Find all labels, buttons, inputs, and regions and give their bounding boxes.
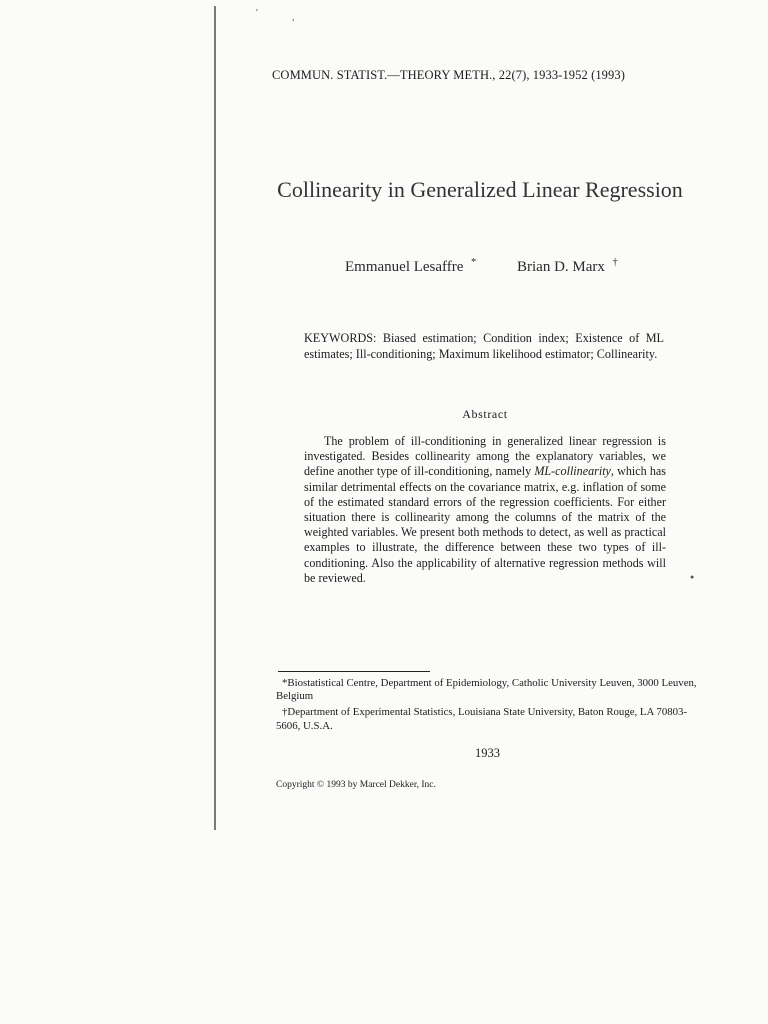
author-1 — [345, 257, 476, 276]
footnote: †Department of Experimental Statistics, Louisiana State University, Baton Rouge, LA 70803-5606, U.S.A. — [276, 706, 688, 732]
binding-edge-line — [214, 6, 216, 830]
page-number: 1933 — [475, 746, 500, 760]
footnote: *Biostatistical Centre, Department of Epidemiology, Catholic University Leuven, 3000 Leuven, Belgium — [276, 677, 697, 703]
author-mark: * — [471, 257, 477, 268]
keywords: KEYWORDS: Biased estimation; Condition index; Existence of ML estimates; Ill-conditioning; Maximum likelihood estimator; Collinearity. — [304, 331, 664, 361]
scan-speck: ● — [690, 573, 695, 581]
author-name: Brian D. Marx — [517, 259, 605, 275]
abstract-text: , which has similar detrimental effects on the covariance matrix, e.g. inflation of some of the estimated standard errors of the regression coefficients. For either situation there is collinearity among the columns of the matrix of the weighted variables. We present both methods to detect, as well as practical examples to illustrate, the difference between these two types of ill-conditioning. Also the applicability of alternative regression methods will be reviewed. — [304, 464, 666, 585]
abstract-emphasis: ML-collinearity — [534, 464, 611, 479]
author-name: Emmanuel Lesaffre — [345, 259, 464, 275]
abstract-heading: Abstract — [462, 407, 508, 421]
abstract-body — [304, 434, 666, 586]
author-mark: † — [612, 257, 618, 268]
scan-speck: , — [292, 12, 295, 23]
copyright-notice: Copyright © 1993 by Marcel Dekker, Inc. — [276, 780, 436, 790]
footnotes — [276, 677, 700, 736]
abstract-text: The problem of ill-conditioning in generalized linear regression is investigated. Besides collinearity among the explanatory variables, we define another type of ill-conditioning, namely — [304, 434, 666, 479]
author-2 — [517, 257, 618, 276]
journal-header: COMMUN. STATIST.—THEORY METH., 22(7), 1933-1952 (1993) — [272, 68, 625, 82]
footnote-divider — [278, 671, 430, 672]
paper-title: Collinearity in Generalized Linear Regression — [277, 177, 683, 202]
scan-speck: ' — [256, 8, 258, 19]
